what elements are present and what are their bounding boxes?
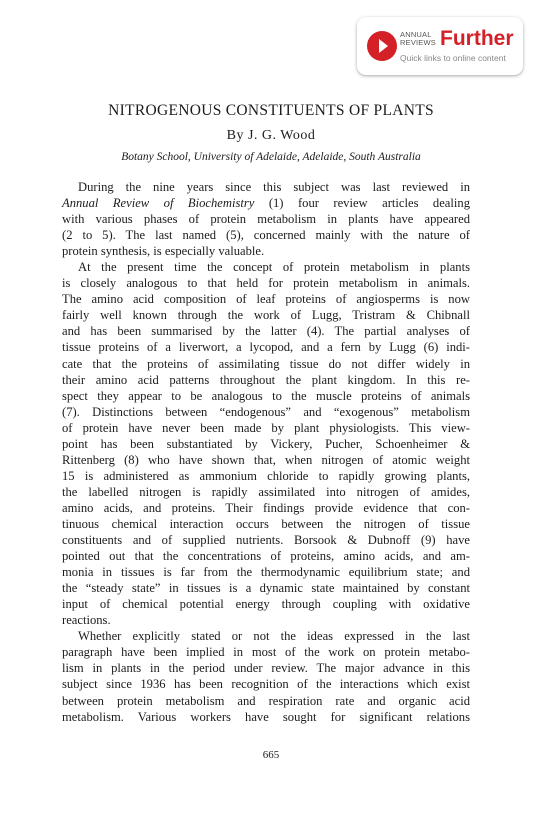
text-line: their amino acid patterns throughout the plant kingdom. In this re- [62,372,470,387]
further-badge[interactable] [357,17,523,75]
badge-subtitle: Quick links to online content [400,53,506,63]
text-line: (2 to 5). The last named (5), concerned mainly with the nature of [62,228,470,243]
text-line: the labelled nitrogen is rapidly assimilated into nitrogen of amides, [62,484,470,499]
text-line: tissue proteins of a liverwort, a lycopod, and a fern by Lugg (6) indi- [62,340,470,355]
text-line: input of chemical potential energy through coupling with oxidative [62,597,470,612]
text-line: 15 is administered as ammonium chloride to rapidly growing plants, [62,468,470,483]
text-line: between protein metabolism and respiration rate and organic acid [62,693,470,708]
text-line: and has been summarised by the latter (4). The partial analyses of [62,324,470,339]
text-line: During the nine years since this subject was last reviewed in [78,180,470,194]
article-body [62,179,470,725]
text-line: fairly well known through the work of Lugg, Tristram & Chibnall [62,308,470,323]
text-line: amino acids, and proteins. Their findings provide evidence that con- [62,500,470,515]
text-line: is closely analogous to that held for protein metabolism in animals. [62,276,470,291]
journal-name: Annual Review of Biochemistry [62,196,255,211]
text-line: pointed out that the concentrations of proteins, amino acids, and am- [62,549,470,564]
text-line: subject since 1936 has been recognition of the interactions which exist [62,677,470,692]
text-line: Whether explicitly stated or not the ideas expressed in the last [78,629,470,644]
text-line: point has been substantiated by Vickery, Pucher, Schoenheimer & [62,436,470,451]
text-line: (7). Distinctions between “endogenous” and “exogenous” metabolism [62,404,470,419]
text-line: spect they appear to be analogous to the muscle proteins of animals [62,388,470,403]
text-line: cate that the proteins of assimilating tissue do not differ widely in [62,356,470,371]
text-line: Rittenberg (8) who have shown that, when nitrogen of atomic weight [62,452,470,467]
page-number: 665 [262,749,280,761]
text-line: metabolism. Various workers have sought for significant relations [62,709,470,724]
further-label: Further [440,27,514,50]
text-line: protein synthesis, is especially valuable. [62,244,265,259]
article-title: NITROGENOUS CONSTITUENTS OF PLANTS [108,102,434,119]
text-line: Annual Review of Biochemistry (1) four review articles dealing [62,196,470,211]
text-line: At the present time the concept of protein metabolism in plants [78,260,470,275]
text-line: constituents and of supplied nutrients. Borsook & Dubnoff (9) have [62,533,470,548]
text-line: of protein have never been made by plant physiologists. This view- [62,420,470,435]
text-line: lism in plants in the period under review. The major advance in this [62,661,470,676]
text-line: reactions. [62,613,111,628]
text-line: tinuous chemical interaction occurs between the nitrogen of tissue [62,516,470,531]
annual-reviews-label: ANNUAL REVIEWS [400,30,436,47]
text-line: The amino acid composition of leaf proteins of angiosperms is now [62,292,470,307]
article-byline: By J. G. Wood [226,128,316,143]
arrow-circle-icon [367,31,397,61]
text-line: with various phases of protein metabolism in plants have appeared [62,212,470,227]
text-line: paragraph have been implied in most of the work on protein metabo- [62,645,470,660]
text-line: monia in tissues is far from the thermodynamic equilibrium state; and [62,565,470,580]
article-affiliation: Botany School, University of Adelaide, Adelaide, South Australia [121,151,421,163]
text-line: the “steady state” in tissues is a dynamic state maintained by constant [62,581,470,596]
